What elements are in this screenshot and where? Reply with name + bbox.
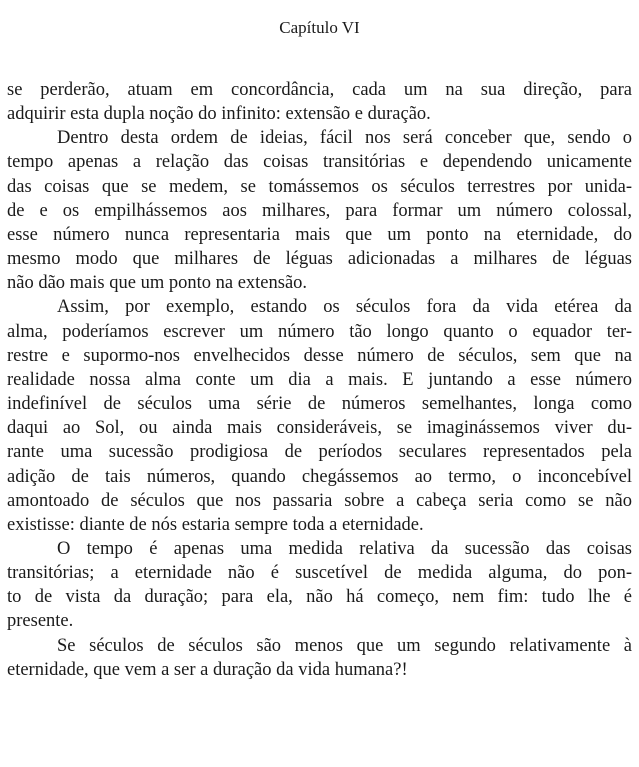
- text-line: amontoado de séculos que nos passaria sobre a cabeça seria como se não: [7, 490, 632, 511]
- text-line: eternidade, que vem a ser a duração da vida humana?!: [7, 659, 408, 680]
- text-line: alma, poderíamos escrever um número tão longo quanto o equador ter-: [7, 321, 632, 342]
- text-line: Assim, por exemplo, estando os séculos fora da vida etérea da: [57, 297, 632, 318]
- text-line: to de vista da duração; para ela, não há começo, nem fim: tudo lhe é: [7, 587, 632, 608]
- text-line: realidade nossa alma conte um dia a mais. E juntando a esse número: [7, 369, 632, 390]
- text-line: O tempo é apenas uma medida relativa da sucessão das coisas: [57, 538, 632, 559]
- text-line: mesmo modo que milhares de léguas adicionadas a milhares de léguas: [7, 249, 632, 270]
- text-line: restre e supormo-nos envelhecidos desse número de séculos, sem que na: [7, 345, 632, 366]
- running-head-title: Capítulo VI: [279, 18, 360, 37]
- text-line: Dentro desta ordem de ideias, fácil nos será conceber que, sendo o: [57, 128, 632, 149]
- text-line: tempo apenas a relação das coisas transitórias e dependendo unicamente: [7, 152, 632, 173]
- text-line: de e os empilhássemos aos milhares, para formar um número colossal,: [7, 200, 632, 221]
- text-line: presente.: [7, 611, 74, 632]
- text-line: transitórias; a eternidade não é suscetível de medida alguma, do pon-: [7, 563, 632, 584]
- text-line: das coisas que se medem, se tomássemos os séculos terrestres por unida-: [7, 176, 632, 197]
- text-line: não dão mais que um ponto na extensão.: [7, 273, 308, 294]
- body-text: [7, 78, 632, 682]
- text-line: daqui ao Sol, ou ainda mais consideráveis, se imaginássemos viver du-: [7, 418, 632, 439]
- text-line: indefinível de séculos uma série de números semelhantes, longa como: [7, 394, 632, 415]
- text-line: rante uma sucessão prodigiosa de períodos seculares representados pela: [7, 442, 632, 463]
- text-line: se perderão, atuam em concordância, cada um na sua direção, para: [7, 80, 632, 100]
- text-line: adição de tais números, quando chegássemos ao termo, o inconcebível: [7, 466, 632, 487]
- text-line: Se séculos de séculos são menos que um segundo relativamente à: [57, 635, 632, 656]
- text-line: adquirir esta dupla noção do infinito: extensão e duração.: [7, 104, 431, 125]
- text-line: esse número nunca representaria mais que um ponto na eternidade, do: [7, 224, 632, 245]
- text-line: existisse: diante de nós estaria sempre toda a eternidade.: [7, 514, 424, 535]
